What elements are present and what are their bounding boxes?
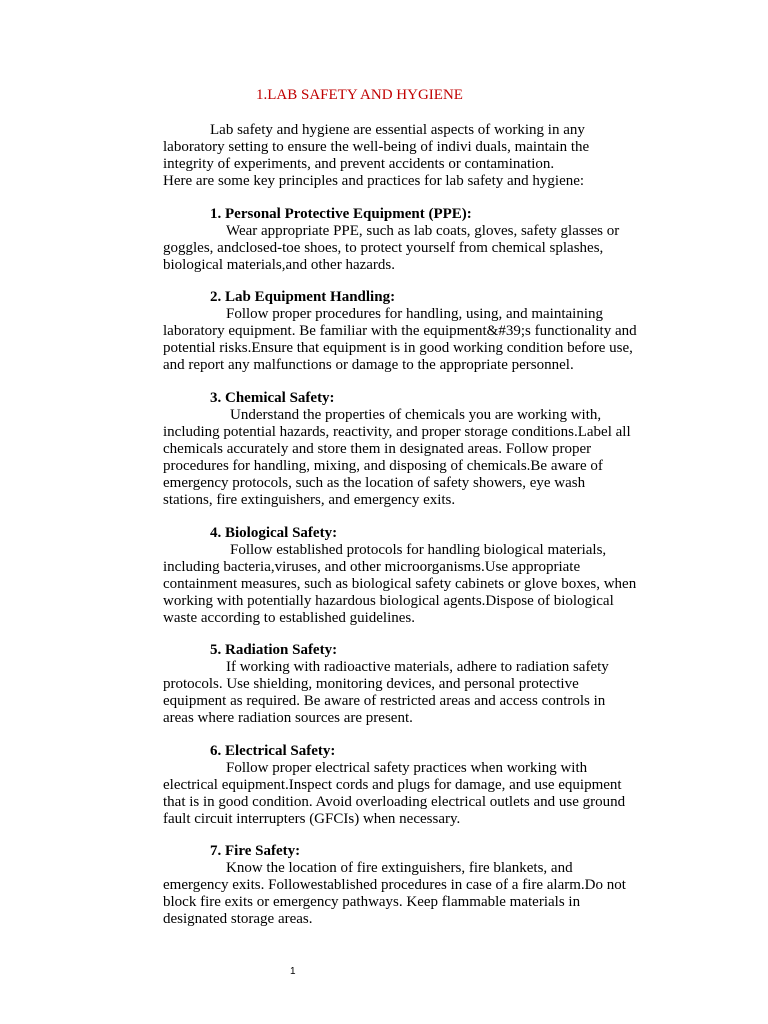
section-line: including potential hazards, reactivity, and proper storage conditions.Label all: [163, 424, 631, 440]
section-line: If working with radioactive materials, adhere to radiation safety: [226, 659, 609, 675]
section-line: areas where radiation sources are present.: [163, 710, 413, 726]
section-line: procedures for handling, mixing, and disposing of chemicals.Be aware of: [163, 458, 603, 474]
section-line: electrical equipment.Inspect cords and plugs for damage, and use equipment: [163, 777, 622, 793]
section-line: waste according to established guidelines.: [163, 610, 416, 626]
section-line: Follow proper procedures for handling, using, and maintaining: [226, 306, 604, 322]
section-heading-fire: 7. Fire Safety:: [210, 843, 301, 859]
section-line: stations, fire extinguishers, and emergency exits.: [163, 492, 456, 508]
page-title: 1.LAB SAFETY AND HYGIENE: [256, 87, 463, 103]
section-line: equipment as required. Be aware of restricted areas and access controls in: [163, 693, 606, 709]
section-line: emergency exits. Followestablished procedures in case of a fire alarm.Do not: [163, 877, 626, 893]
intro-line: Here are some key principles and practices for lab safety and hygiene:: [163, 173, 585, 189]
section-heading-radiation: 5. Radiation Safety:: [210, 642, 338, 658]
section-heading-ppe: 1. Personal Protective Equipment (PPE):: [210, 206, 472, 222]
section-heading-biological: 4. Biological Safety:: [210, 525, 338, 541]
section-line: that is in good condition. Avoid overloading electrical outlets and use ground: [163, 794, 626, 810]
section-line: Follow proper electrical safety practices when working with: [226, 760, 588, 776]
section-line: block fire exits or emergency pathways. Keep flammable materials in: [163, 894, 581, 910]
section-heading-chemical: 3. Chemical Safety:: [210, 390, 335, 406]
section-line: emergency protocols, such as the location of safety showers, eye wash: [163, 475, 586, 491]
section-line: goggles, andclosed-toe shoes, to protect yourself from chemical splashes,: [163, 240, 604, 256]
section-heading-equipment: 2. Lab Equipment Handling:: [210, 289, 396, 305]
section-line: Wear appropriate PPE, such as lab coats, gloves, safety glasses or: [226, 223, 620, 239]
section-line: biological materials,and other hazards.: [163, 257, 395, 273]
section-line: and report any malfunctions or damage to the appropriate personnel.: [163, 357, 574, 373]
intro-line: integrity of experiments, and prevent accidents or contamination.: [163, 156, 555, 172]
section-line: containment measures, such as biological safety cabinets or glove boxes, when: [163, 576, 637, 592]
section-line: designated storage areas.: [163, 911, 313, 927]
section-line: working with potentially hazardous biological agents.Dispose of biological: [163, 593, 614, 609]
section-line: Understand the properties of chemicals you are working with,: [230, 407, 602, 423]
section-line: Know the location of fire extinguishers, fire blankets, and: [226, 860, 573, 876]
section-line: laboratory equipment. Be familiar with the equipment&#39;s functionality and: [163, 323, 637, 339]
intro-line: Lab safety and hygiene are essential aspects of working in any: [210, 122, 585, 138]
section-line: protocols. Use shielding, monitoring devices, and personal protective: [163, 676, 579, 692]
section-line: Follow established protocols for handling biological materials,: [230, 542, 607, 558]
section-line: fault circuit interrupters (GFCIs) when necessary.: [163, 811, 461, 827]
section-heading-electrical: 6. Electrical Safety:: [210, 743, 336, 759]
section-line: including bacteria,viruses, and other microorganisms.Use appropriate: [163, 559, 581, 575]
page-number: 1: [290, 966, 296, 977]
section-line: chemicals accurately and store them in designated areas. Follow proper: [163, 441, 592, 457]
section-line: potential risks.Ensure that equipment is in good working condition before use,: [163, 340, 633, 356]
intro-line: laboratory setting to ensure the well-being of indivi duals, maintain the: [163, 139, 590, 155]
